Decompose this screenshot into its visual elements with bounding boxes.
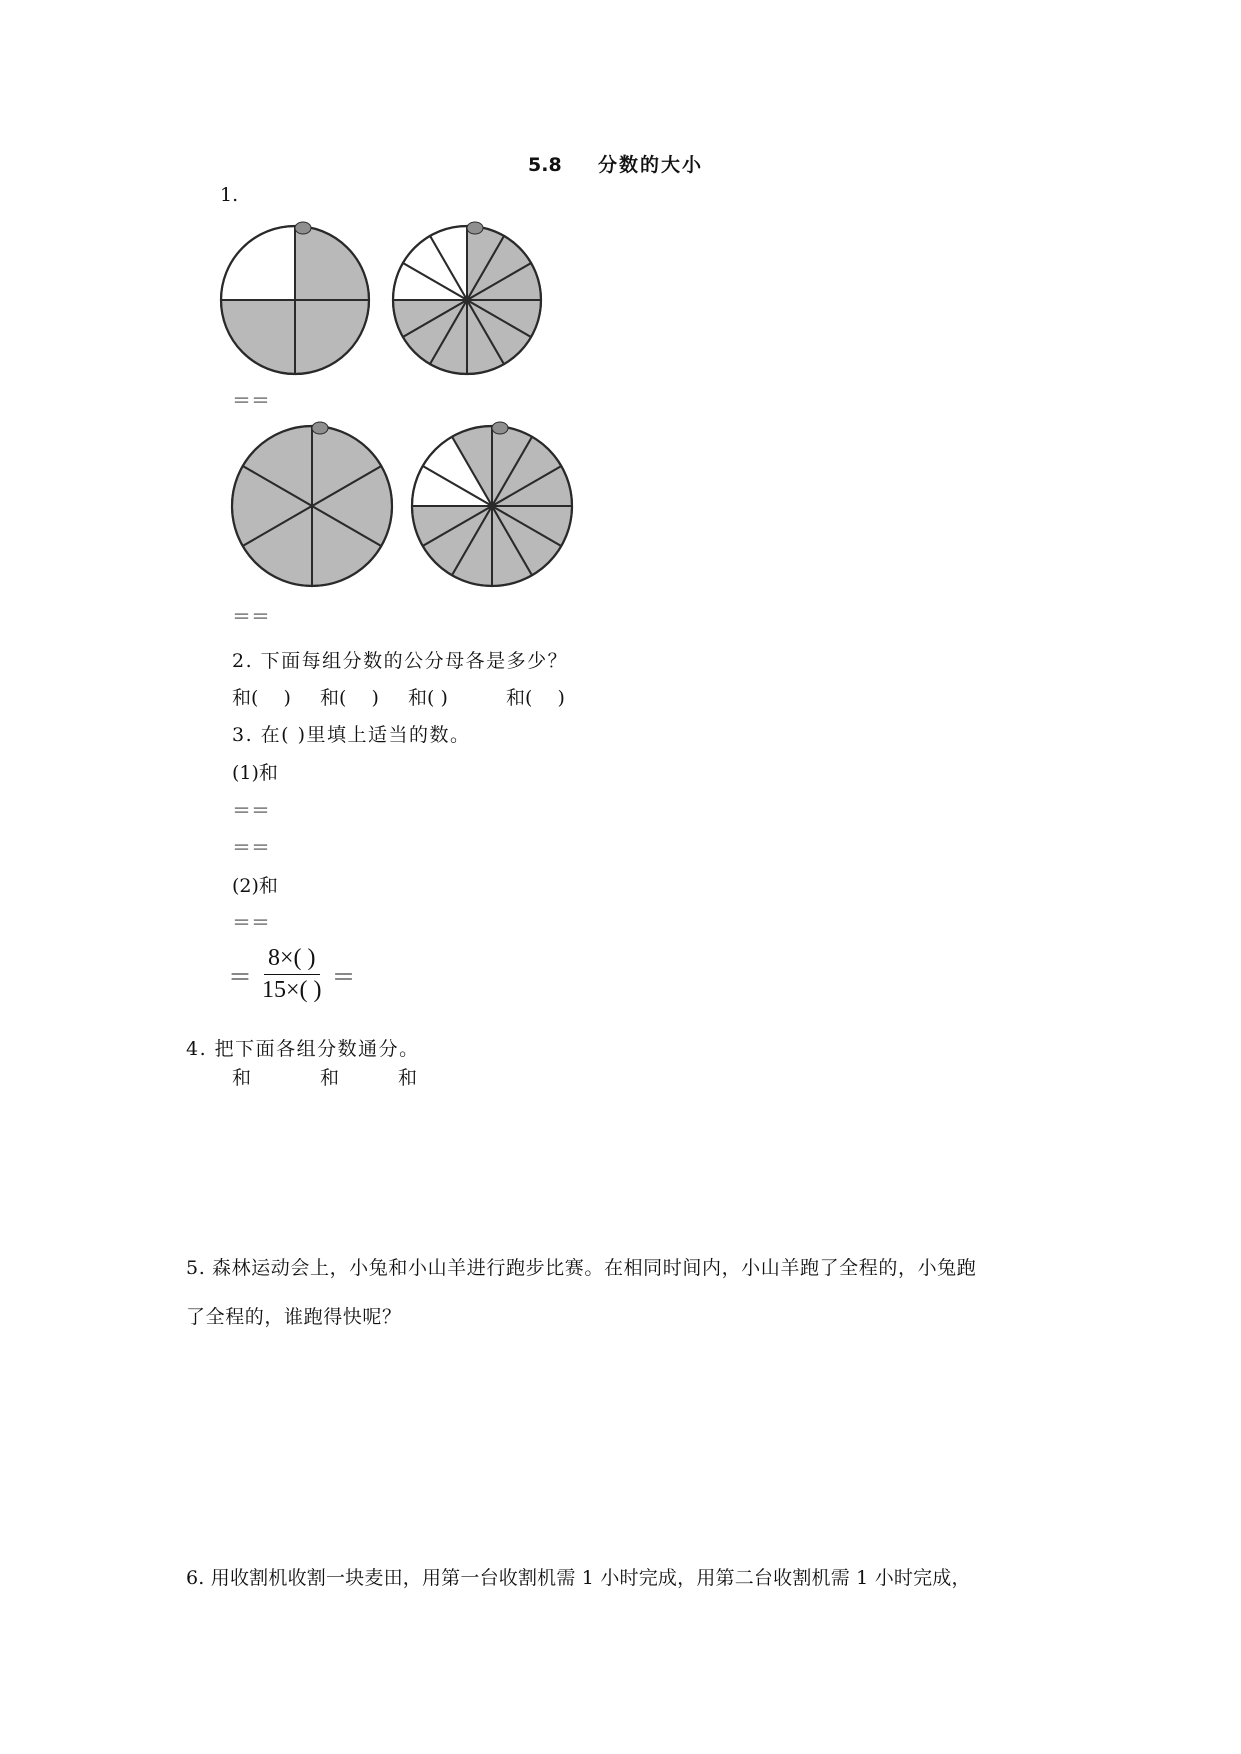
equals-right: ＝: [331, 965, 356, 991]
knob-icon: [295, 222, 311, 234]
q6-line-1: 6. 用收割机收割一块麦田，用第一台收割机需 1 小时完成，用第二台收割机需 1 小时完成，: [186, 1567, 971, 1589]
knob-icon: [467, 222, 483, 234]
q4-item-3: 和: [398, 1067, 418, 1089]
q2-text: 2. 下面每组分数的公分母各是多少？: [232, 650, 569, 672]
q1-equals-1: ＝＝: [232, 390, 271, 412]
q3-fraction-expression: [228, 945, 356, 1004]
q3-part2-equals-1: ＝＝: [232, 912, 271, 934]
knob-icon: [492, 422, 508, 434]
q4-text: 4. 把下面各组分数通分。: [186, 1038, 420, 1060]
fraction-circle-4: [398, 412, 586, 600]
q4-item-1: 和: [232, 1067, 252, 1089]
q2-blank-2: 和( ): [320, 687, 379, 709]
page-title: 分数的大小: [598, 154, 704, 176]
q5-line-1: 5. 森林运动会上，小兔和小山羊进行跑步比赛。在相同时间内，小山羊跑了全程的，小兔跑: [186, 1257, 977, 1279]
knob-icon: [312, 422, 328, 434]
q3-part1: (1)和: [232, 762, 278, 784]
q2-blank-1: 和( ): [232, 687, 291, 709]
q1-label: 1.: [220, 184, 239, 206]
equals-left: ＝: [228, 965, 252, 991]
fraction-denominator: 15×( ): [262, 977, 322, 1003]
fraction-circle-1: [207, 212, 383, 388]
fraction-circle-3: [218, 412, 406, 600]
q2-blank-3: 和( ): [408, 687, 448, 709]
q4-item-2: 和: [320, 1067, 340, 1089]
q3-part2: (2)和: [232, 875, 278, 897]
section-number: 5.8: [528, 154, 562, 176]
q2-blank-4: 和( ): [506, 687, 565, 709]
q5-line-2: 了全程的，谁跑得快呢？: [186, 1306, 402, 1328]
q3-part1-equals-2: ＝＝: [232, 837, 271, 859]
fraction-circle-2: [379, 212, 555, 388]
fraction-numerator: 8×( ): [264, 945, 320, 975]
q3-text: 3. 在( )里填上适当的数。: [232, 724, 471, 746]
fraction: [258, 945, 326, 1004]
q1-equals-2: ＝＝: [232, 606, 271, 628]
q3-part1-equals-1: ＝＝: [232, 800, 271, 822]
